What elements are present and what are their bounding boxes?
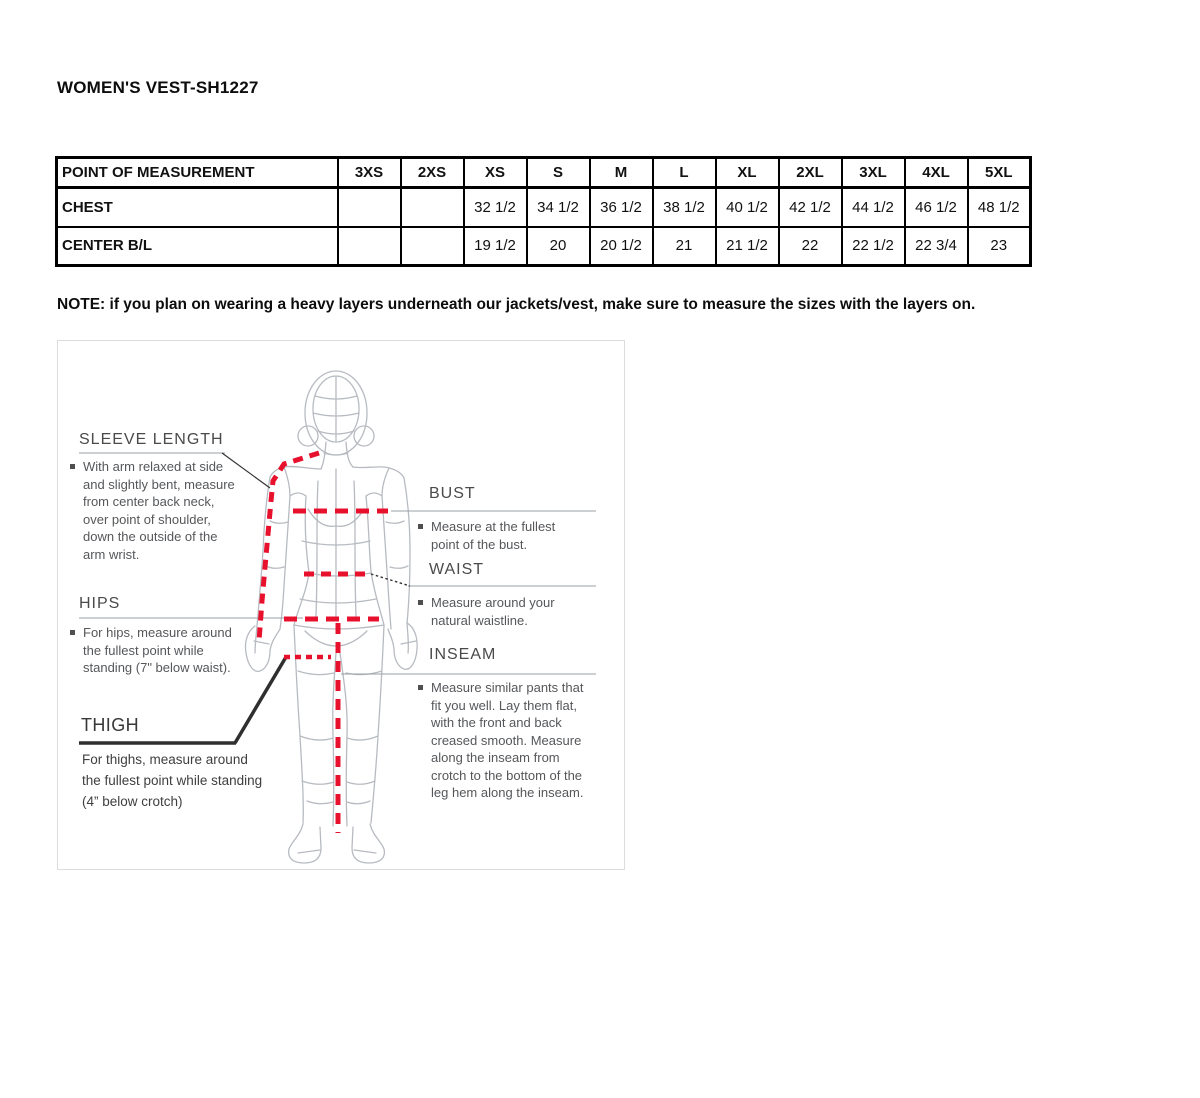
size-value-cell bbox=[401, 227, 464, 266]
size-value-cell: 38 1/2 bbox=[653, 188, 716, 227]
hips-heading: HIPS bbox=[79, 595, 121, 612]
sleeve-length-heading: SLEEVE LENGTH bbox=[79, 431, 224, 448]
waist-leader-line bbox=[371, 574, 410, 586]
table-row bbox=[57, 188, 1031, 227]
bullet-square bbox=[418, 600, 423, 605]
size-table bbox=[55, 156, 1032, 267]
size-value-cell: 34 1/2 bbox=[527, 188, 590, 227]
inseam-heading: INSEAM bbox=[429, 646, 497, 663]
bullet-square bbox=[418, 524, 423, 529]
column-header-size: 3XL bbox=[842, 158, 905, 188]
column-header-size: 4XL bbox=[905, 158, 968, 188]
note-text: NOTE: if you plan on wearing a heavy layers underneath our jackets/vest, make sure to measure the sizes with the layers on. bbox=[57, 296, 976, 313]
column-header-size: S bbox=[527, 158, 590, 188]
bullet-square bbox=[418, 685, 423, 690]
size-value-cell bbox=[338, 188, 401, 227]
column-header-size: XS bbox=[464, 158, 527, 188]
size-value-cell bbox=[401, 188, 464, 227]
page-title: WOMEN'S VEST-SH1227 bbox=[57, 78, 259, 97]
size-value-cell: 20 1/2 bbox=[590, 227, 653, 266]
size-value-cell: 22 3/4 bbox=[905, 227, 968, 266]
bust-description: Measure at the fullest point of the bust. bbox=[418, 518, 583, 553]
size-table-body bbox=[57, 188, 1031, 266]
size-value-cell: 19 1/2 bbox=[464, 227, 527, 266]
size-value-cell: 48 1/2 bbox=[968, 188, 1031, 227]
bullet-square bbox=[70, 630, 75, 635]
size-value-cell: 44 1/2 bbox=[842, 188, 905, 227]
size-value-cell: 42 1/2 bbox=[779, 188, 842, 227]
column-header-size: 5XL bbox=[968, 158, 1031, 188]
size-value-cell: 20 bbox=[527, 227, 590, 266]
measurement-diagram bbox=[57, 340, 625, 870]
row-label: CENTER B/L bbox=[57, 227, 338, 266]
row-label: CHEST bbox=[57, 188, 338, 227]
table-row bbox=[57, 227, 1031, 266]
size-value-cell: 21 bbox=[653, 227, 716, 266]
sleeve-measure-line bbox=[259, 453, 319, 641]
column-header-size: 2XS bbox=[401, 158, 464, 188]
thigh-heading: THIGH bbox=[81, 715, 139, 735]
column-header-size: 3XS bbox=[338, 158, 401, 188]
size-table-head bbox=[57, 158, 1031, 188]
column-header-size: L bbox=[653, 158, 716, 188]
bullet-square bbox=[70, 464, 75, 469]
waist-description: Measure around your natural waistline. bbox=[418, 594, 578, 629]
column-header-size: XL bbox=[716, 158, 779, 188]
size-value-cell: 36 1/2 bbox=[590, 188, 653, 227]
column-header-size: M bbox=[590, 158, 653, 188]
size-value-cell: 22 bbox=[779, 227, 842, 266]
size-value-cell: 32 1/2 bbox=[464, 188, 527, 227]
size-value-cell: 22 1/2 bbox=[842, 227, 905, 266]
thigh-description: For thighs, measure around the fullest point while standing (4” below crotch) bbox=[82, 752, 263, 809]
hips-description: For hips, measure around the fullest point while standing (7" below waist). bbox=[70, 624, 248, 677]
inseam-description: Measure similar pants that fit you well. Lay them flat, with the front and back creased smooth. Measure along the inseam from crotch to the bottom of the leg hem along the inseam. bbox=[418, 679, 596, 802]
column-header-point-of-measurement: POINT OF MEASUREMENT bbox=[57, 158, 338, 188]
size-value-cell: 46 1/2 bbox=[905, 188, 968, 227]
size-value-cell: 23 bbox=[968, 227, 1031, 266]
size-value-cell: 21 1/2 bbox=[716, 227, 779, 266]
sleeve-length-description: With arm relaxed at side and slightly bent, measure from center back neck, over point of shoulder, down the outside of the arm wrist. bbox=[70, 458, 240, 563]
waist-heading: WAIST bbox=[429, 561, 485, 578]
size-value-cell: 40 1/2 bbox=[716, 188, 779, 227]
bust-heading: BUST bbox=[429, 485, 476, 502]
size-value-cell bbox=[338, 227, 401, 266]
column-header-size: 2XL bbox=[779, 158, 842, 188]
